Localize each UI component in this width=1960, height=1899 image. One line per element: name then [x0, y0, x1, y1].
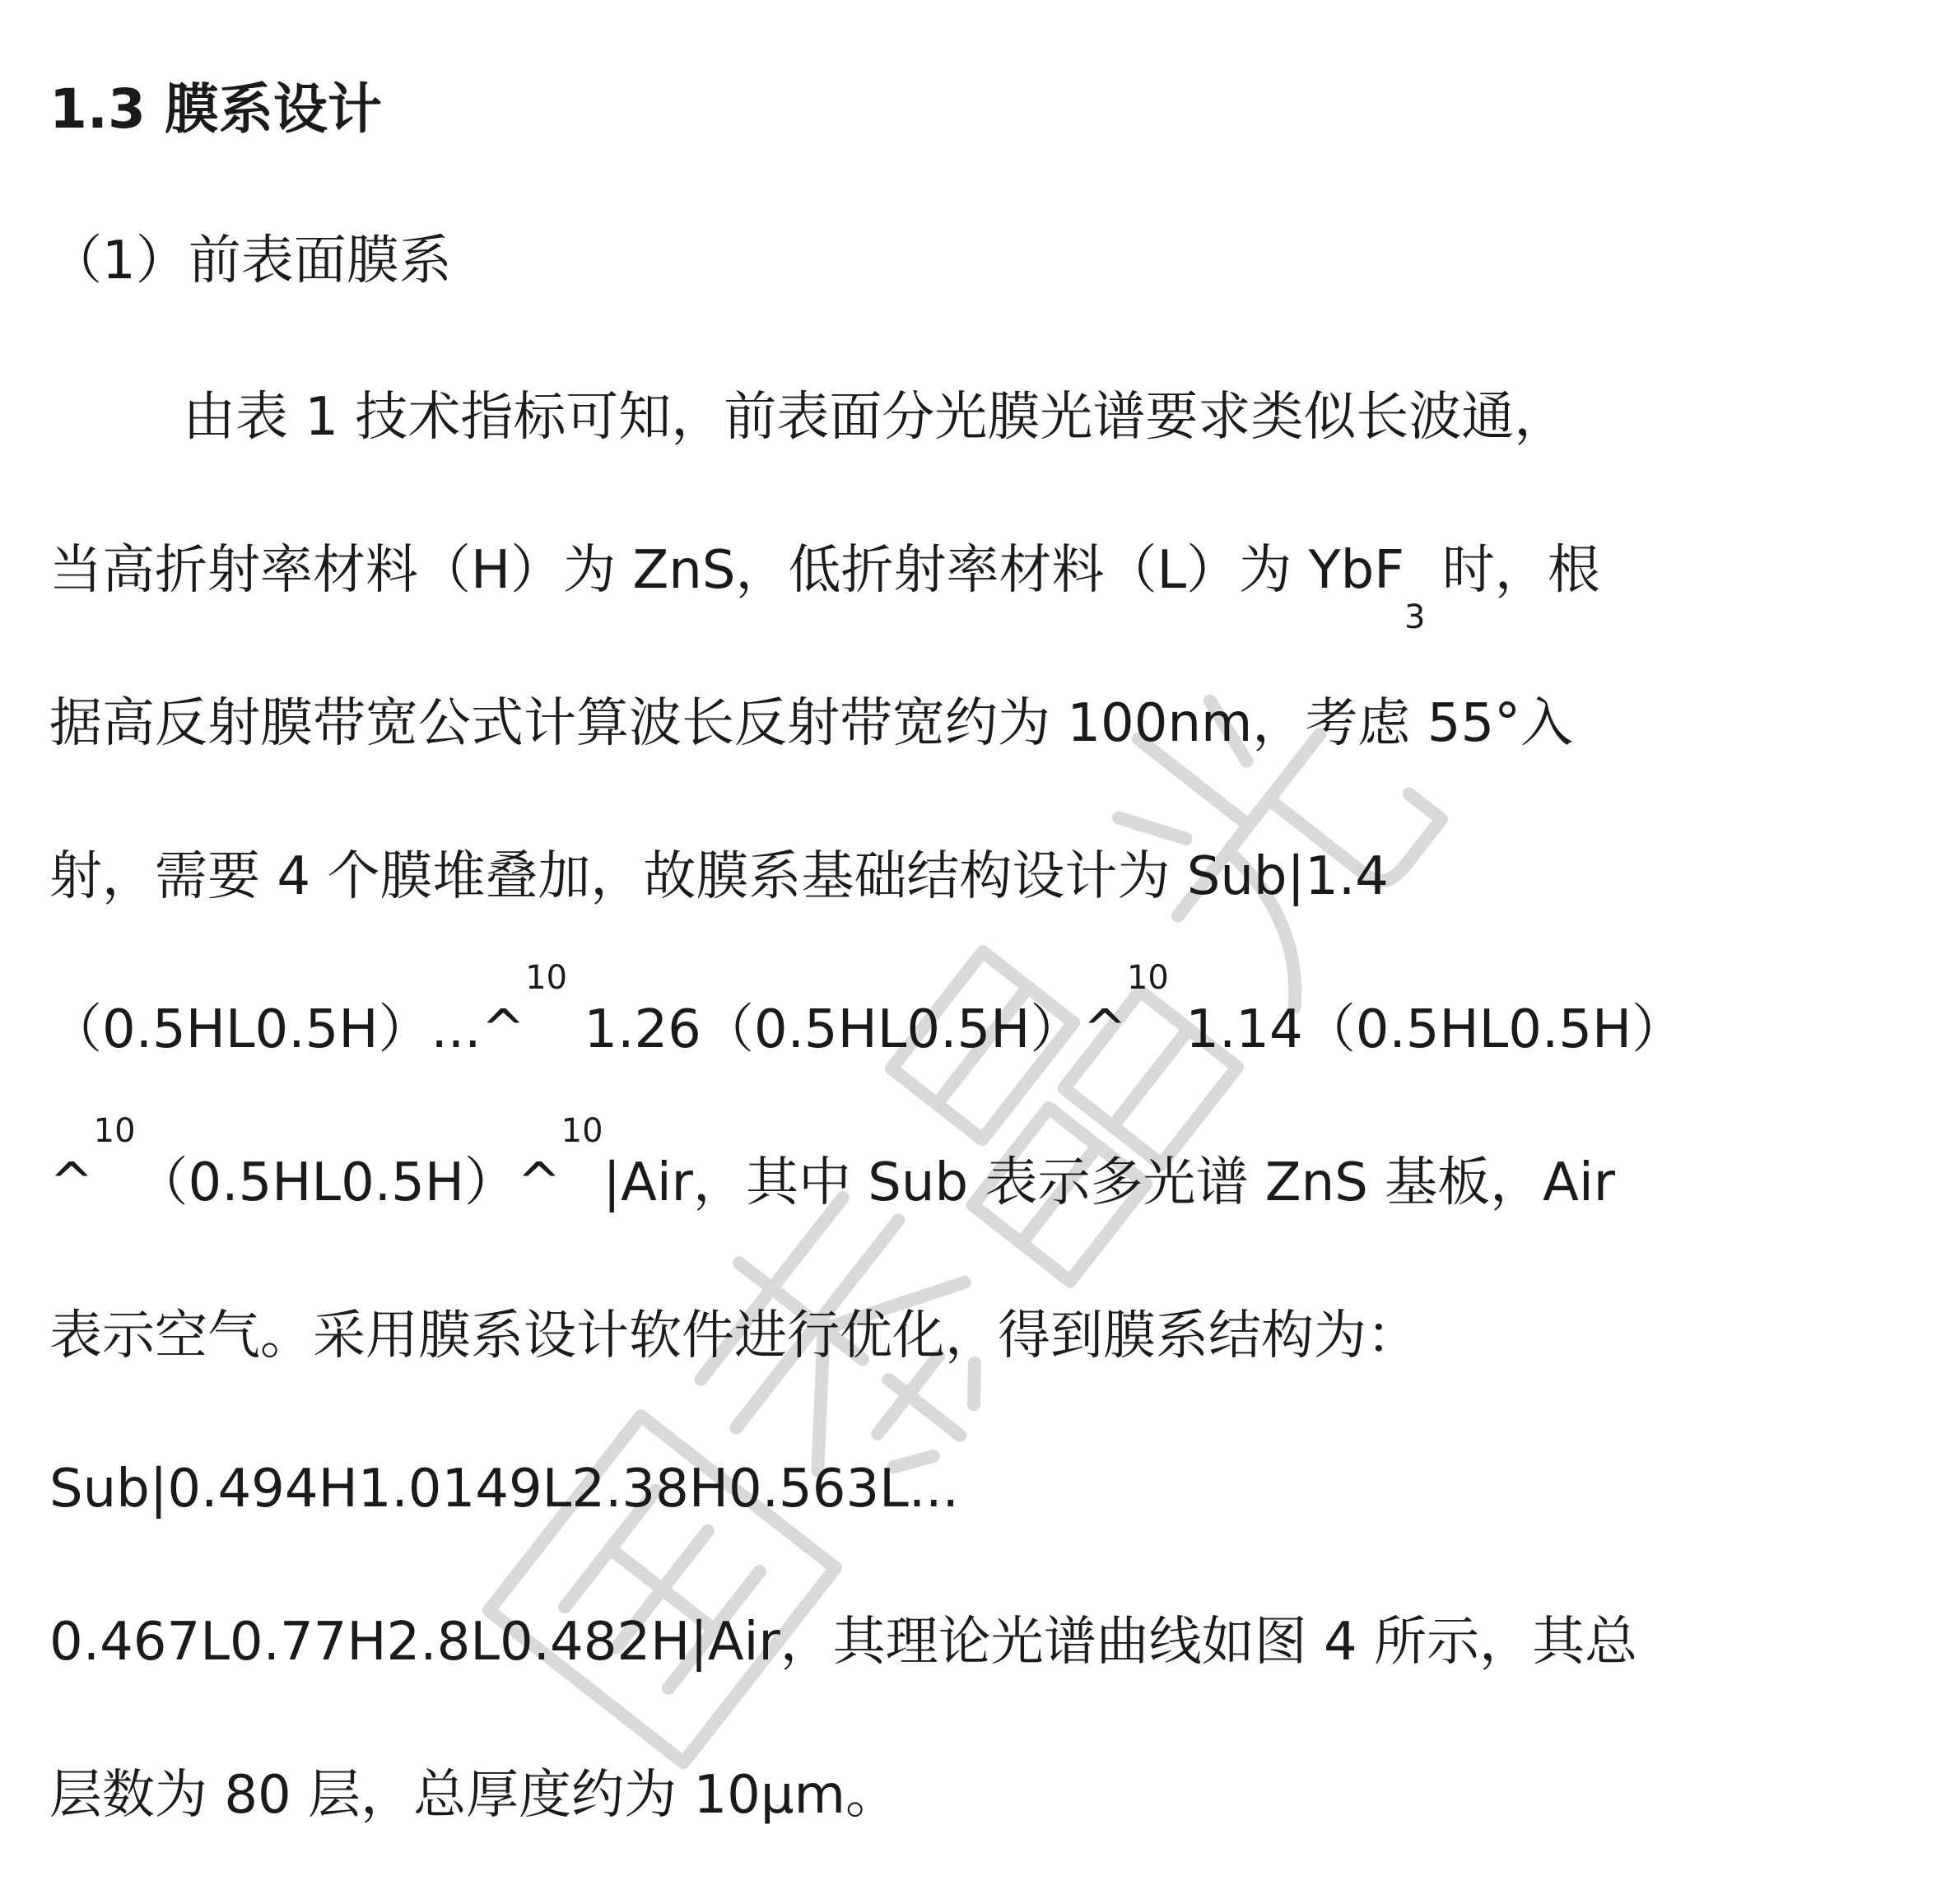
section-heading: 1.3 膜系设计 — [49, 77, 382, 141]
paragraph-line-3: 据高反射膜带宽公式计算波长反射带宽约为 100nm，考虑 55°入 — [49, 693, 1574, 754]
paragraph-line-7: 表示空气。采用膜系设计软件进行优化，得到膜系结构为： — [49, 1306, 1419, 1366]
paragraph-line-6-text-b: （0.5HL0.5H）^ — [135, 1152, 561, 1213]
subscript-3: 3 — [1404, 598, 1426, 636]
paragraph-line-5-text-a: （0.5HL0.5H）...^ — [49, 999, 526, 1060]
watermark-glyph-3 — [856, 900, 1237, 1281]
paragraph-line-10: 层数为 80 层，总厚度约为 10μm。 — [49, 1765, 898, 1826]
paragraph-line-6-text-c: |Air，其中 Sub 表示多光谱 ZnS 基板，Air — [603, 1152, 1616, 1213]
superscript-10: 10 — [525, 959, 568, 997]
superscript-10: 10 — [561, 1112, 603, 1150]
paragraph-line-1: 由表 1 技术指标可知，前表面分光膜光谱要求类似长波通， — [183, 387, 1567, 448]
paragraph-line-8: Sub|0.494H1.0149L2.38H0.563L... — [49, 1459, 959, 1520]
paragraph-line-2-text-a: 当高折射率材料（H）为 ZnS，低折射率材料（L）为 YbF — [49, 540, 1405, 601]
paragraph-line-5 — [49, 959, 1685, 1067]
superscript-10: 10 — [1126, 959, 1169, 997]
paragraph-line-6 — [49, 1112, 1616, 1220]
paragraph-line-9: 0.467L0.77H2.8L0.482H|Air，其理论光谱曲线如图 4 所示，其总 — [49, 1612, 1638, 1673]
paragraph-line-5-text-b: 1.26（0.5HL0.5H）^ — [567, 999, 1127, 1060]
paragraph-line-4: 射，需要 4 个膜堆叠加，故膜系基础结构设计为 Sub|1.4 — [49, 846, 1389, 907]
subsection-heading: （1）前表面膜系 — [49, 230, 452, 291]
paragraph-line-6-text-a: ^ — [49, 1152, 94, 1213]
paragraph-line-2-text-b: 时，根 — [1425, 540, 1600, 601]
superscript-10: 10 — [93, 1112, 136, 1150]
paragraph-line-2 — [49, 533, 1600, 636]
paragraph-line-5-text-c: 1.14（0.5HL0.5H） — [1168, 999, 1685, 1060]
